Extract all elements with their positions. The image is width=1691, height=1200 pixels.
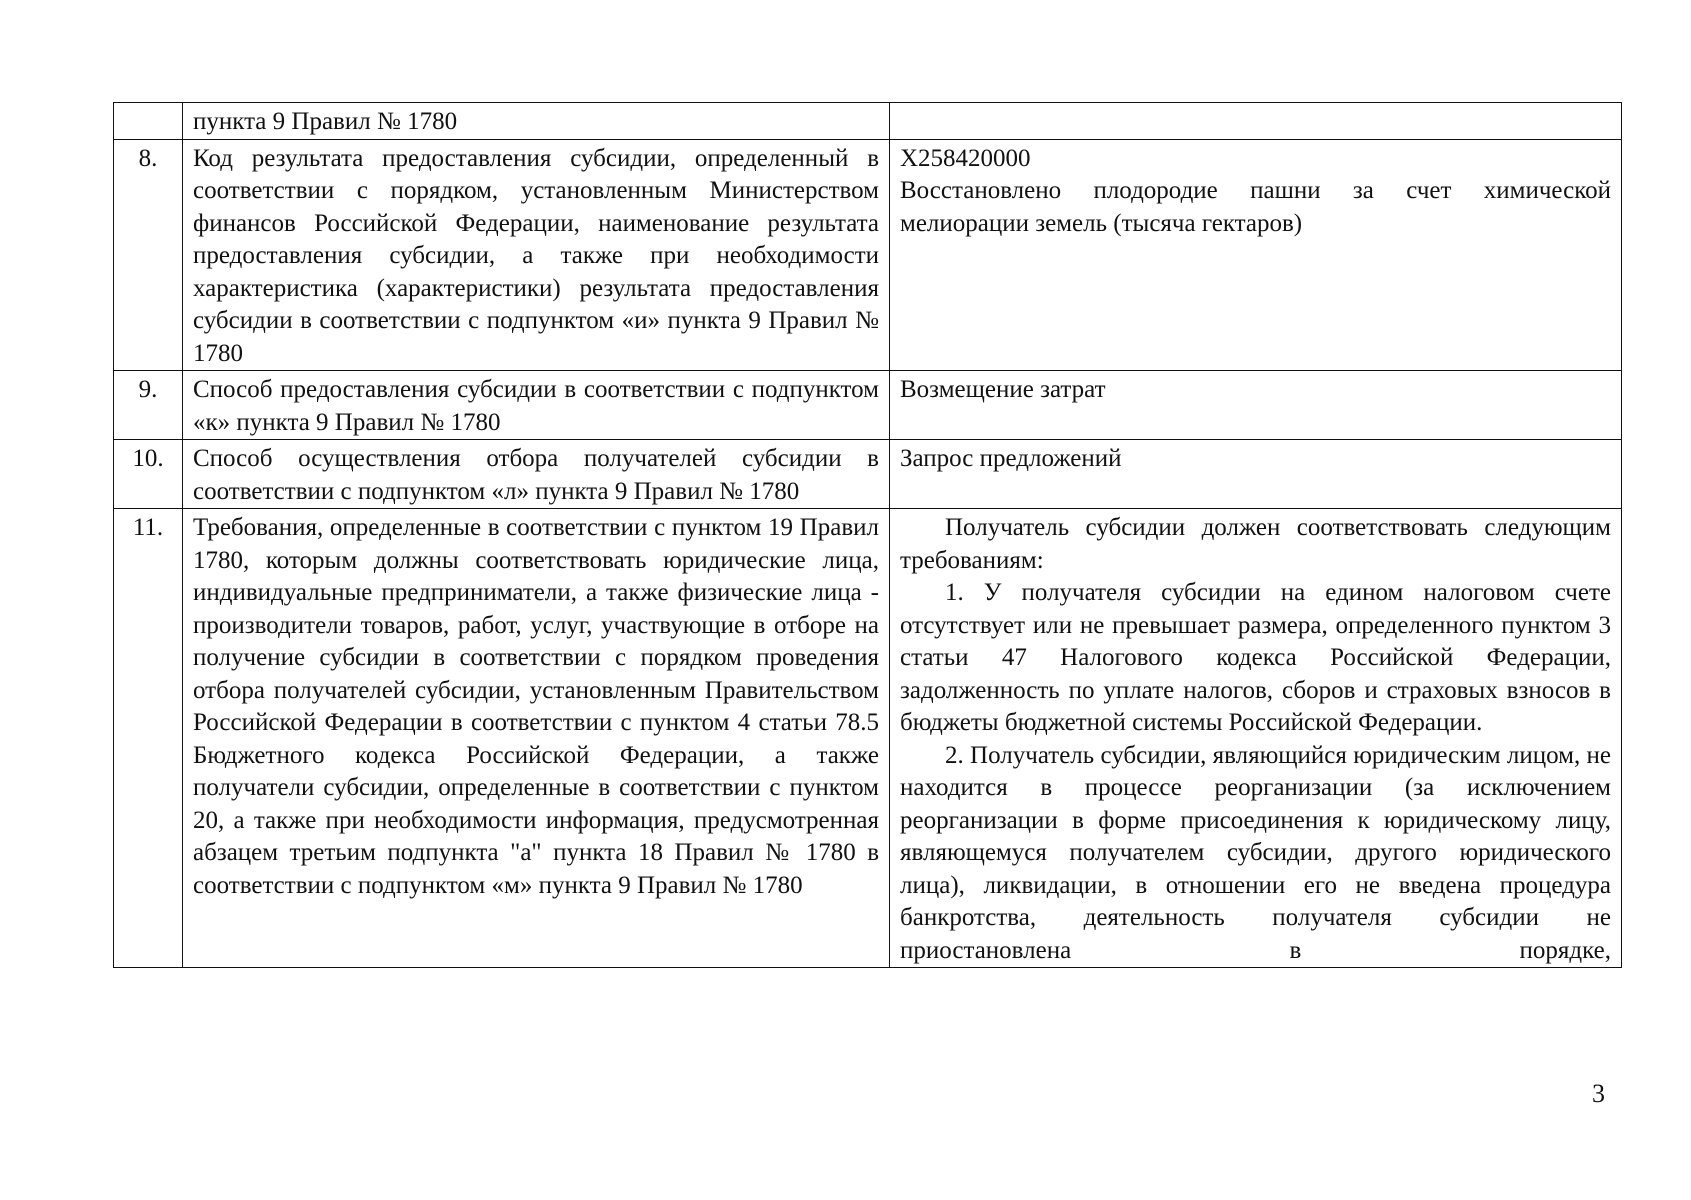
row-description: пункта 9 Правил № 1780	[183, 103, 890, 140]
page-number: 3	[1592, 1079, 1605, 1108]
result-name: Восстановлено плодородие пашни за счет химической мелиорации земель (тысяча гектаров)	[900, 177, 1611, 237]
requirement-item: 1. У получателя субсидии на едином налоговом счете отсутствует или не превышает размера, определенного пунктом 3 статьи 47 Налогового кодекса Российской Федерации, задолженность по уплате налогов, сборов и страховых взносов в бюджеты бюджетной системы Российской Федерации.	[900, 579, 1611, 736]
table-row	[114, 509, 1622, 968]
row-value	[890, 139, 1622, 371]
row-value: Возмещение затрат	[890, 371, 1622, 440]
document-table	[113, 102, 1622, 968]
row-description: Способ предоставления субсидии в соответствии с подпунктом «к» пункта 9 Правил № 1780	[183, 371, 890, 440]
row-number: 10.	[114, 440, 183, 509]
row-number: 8.	[114, 139, 183, 371]
requirement-item: 2. Получатель субсидии, являющийся юридическим лицом, не находится в процессе реорганизации (за исключением реорганизации в форме присоединения к юридическому лицу, являющемуся получателем субсидии, другого юридического лица), ликвидации, в отношении его не введена процедура банкротства, деятельность получателя субсидии не приостановлена в порядке,	[900, 741, 1611, 964]
row-number: 9.	[114, 371, 183, 440]
table-row	[114, 440, 1622, 509]
row-value	[890, 103, 1622, 140]
table-row	[114, 371, 1622, 440]
requirements-intro: Получатель субсидии должен соответствовать следующим требованиям:	[900, 514, 1611, 574]
row-description: Код результата предоставления субсидии, определенный в соответствии с порядком, установленным Министерством финансов Российской Федерации, наименование результата предоставления субсидии, а также при необходимости характеристика (характеристики) результата предоставления субсидии в соответствии с подпунктом «и» пункта 9 Правил № 1780	[183, 139, 890, 371]
result-code: X258420000	[900, 144, 1031, 172]
table-row	[114, 139, 1622, 371]
row-number	[114, 103, 183, 140]
row-description: Требования, определенные в соответствии с пунктом 19 Правил 1780, которым должны соответствовать юридические лица, индивидуальные предприниматели, а также физические лица - производители товаров, работ, услуг, участвующие в отборе на получение субсидии в соответствии с порядком проведения отбора получателей субсидии, установленным Правительством Российской Федерации в соответствии с пунктом 4 статьи 78.5 Бюджетного кодекса Российской Федерации, а также получатели субсидии, определенные в соответствии с пунктом 20, а также при необходимости информация, предусмотренная абзацем третьим подпункта "а" пункта 18 Правил № 1780 в соответствии с подпунктом «м» пункта 9 Правил № 1780	[183, 509, 890, 968]
row-number: 11.	[114, 509, 183, 968]
row-description: Способ осуществления отбора получателей субсидии в соответствии с подпунктом «л» пункта 9 Правил № 1780	[183, 440, 890, 509]
row-value	[890, 509, 1622, 968]
row-value: Запрос предложений	[890, 440, 1622, 509]
table-row	[114, 103, 1622, 140]
